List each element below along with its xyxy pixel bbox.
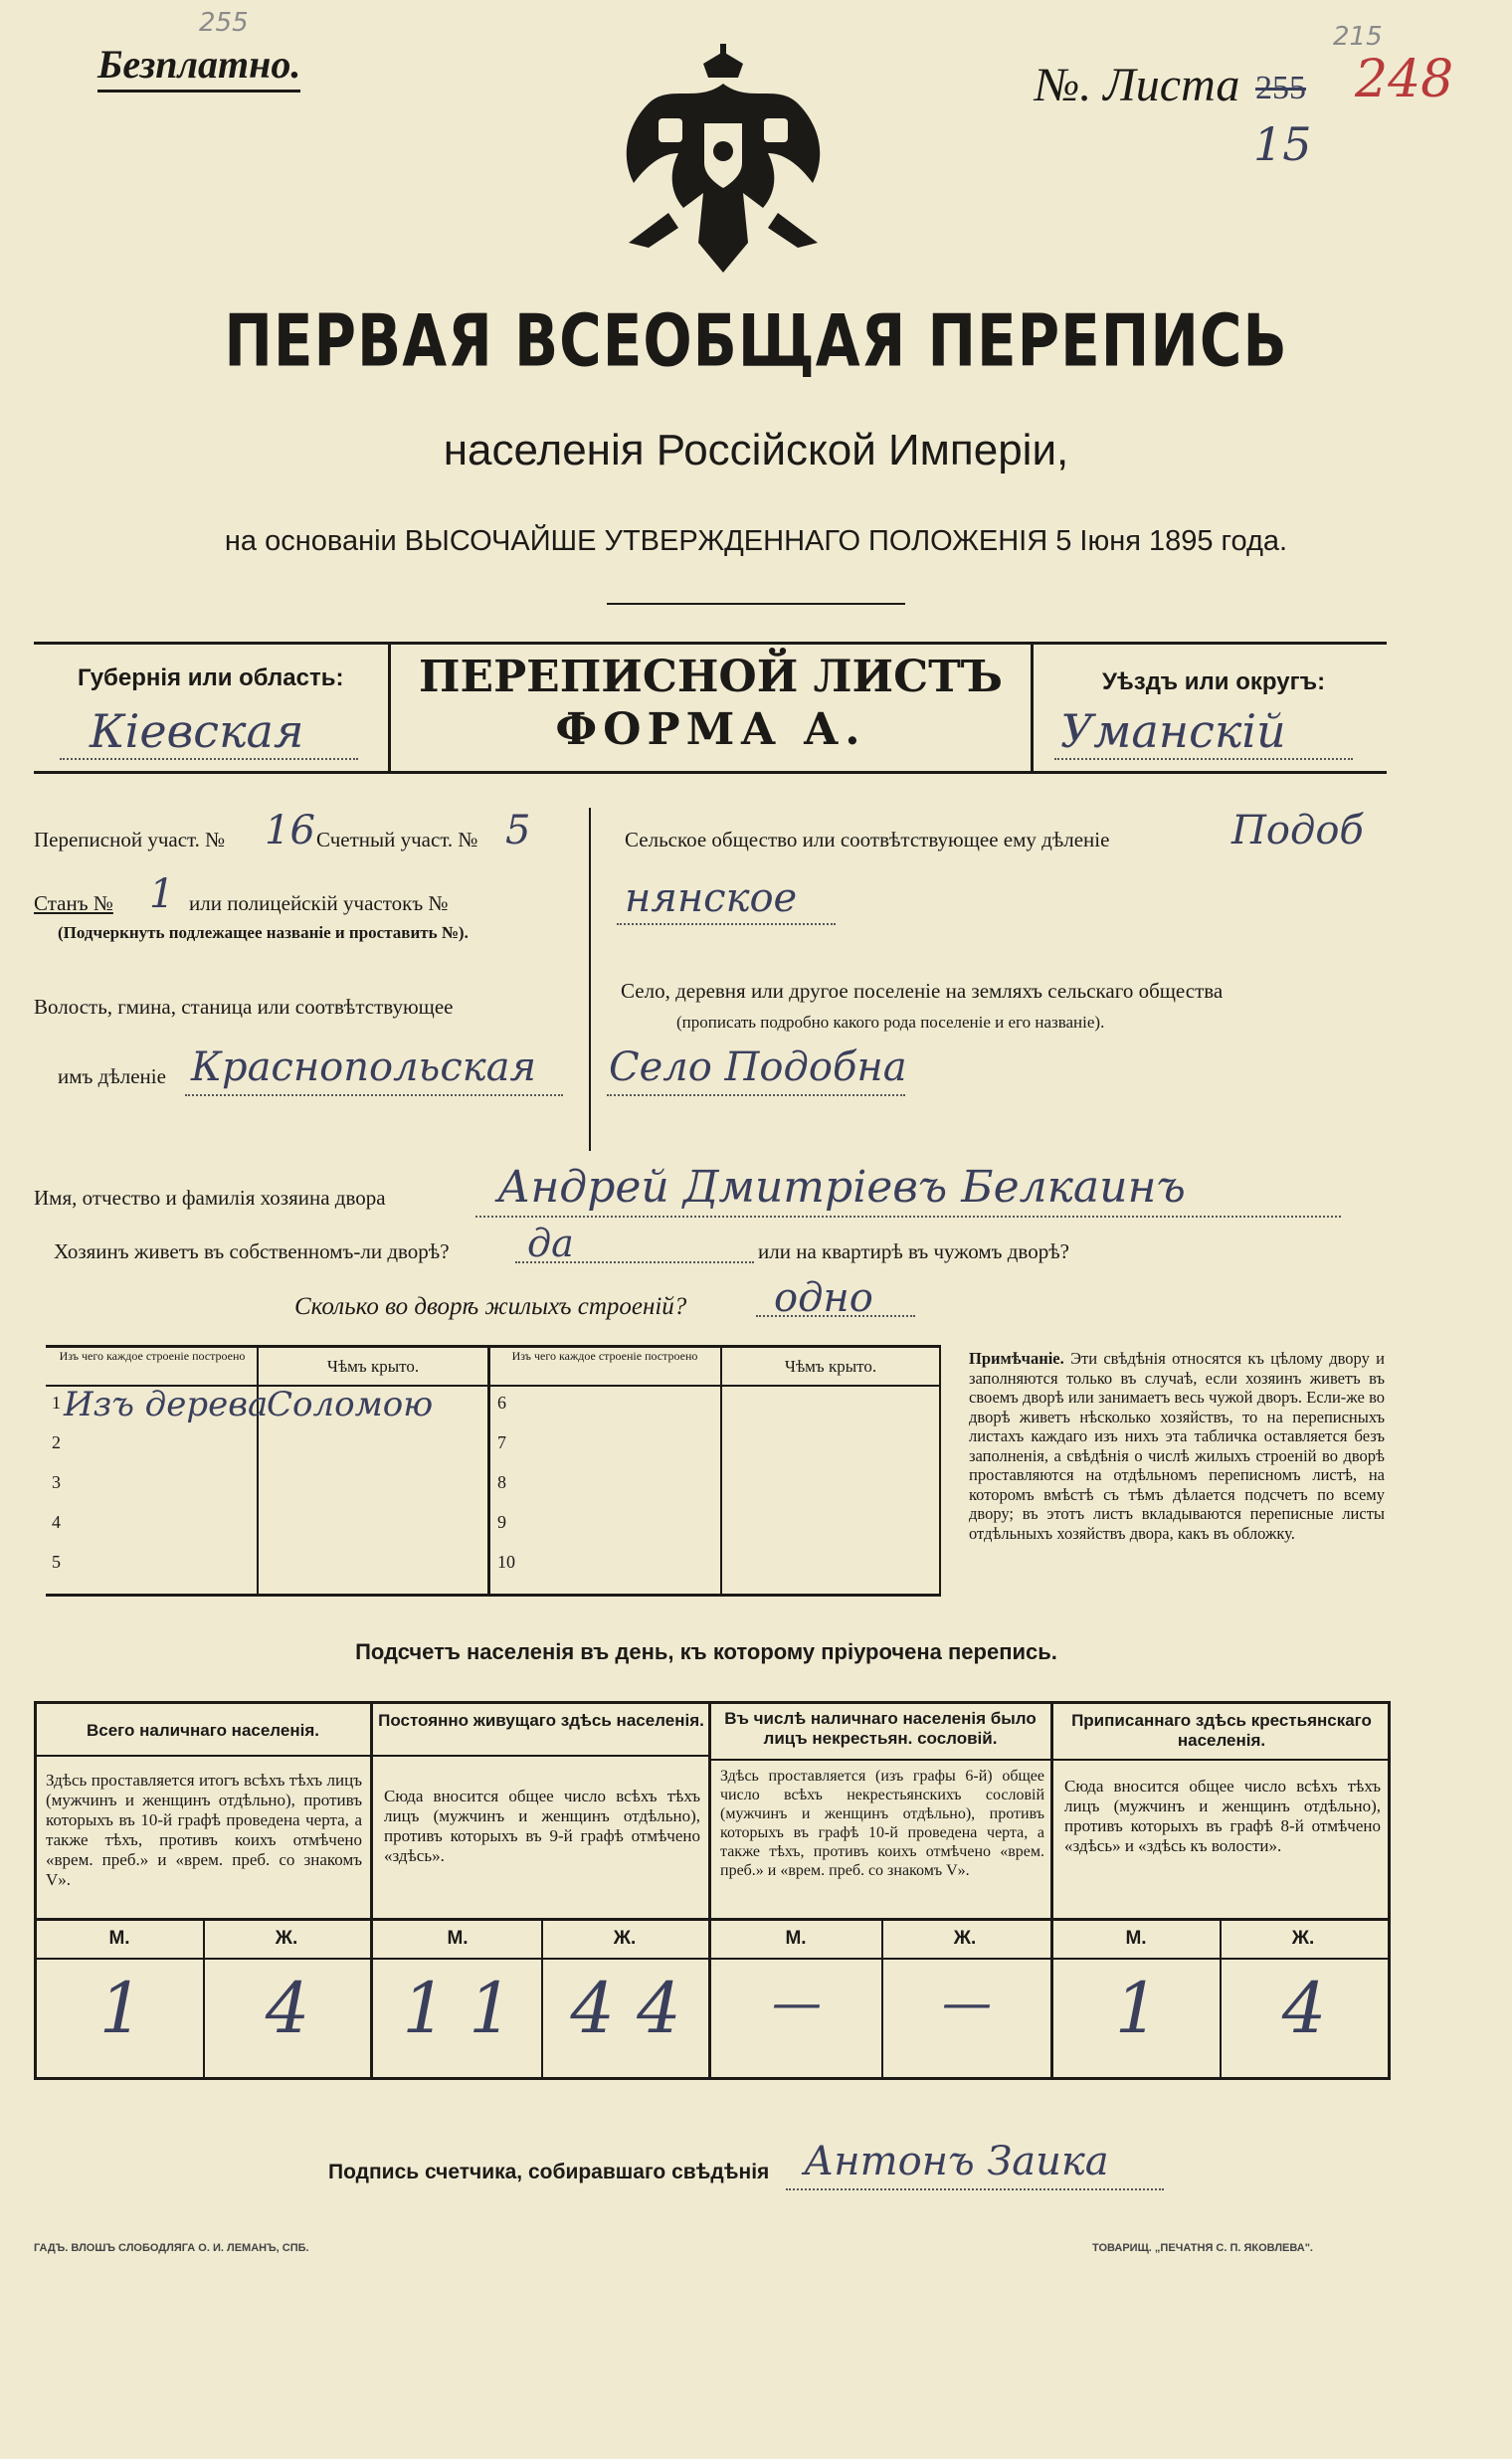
legal-basis: на основаніи ВЫСОЧАЙШЕ УТВЕРЖДЕННАГО ПОЛОЖЕНІЯ 5 Іюня 1895 года. [224, 525, 1288, 557]
rent-label: или на квартирѣ въ чужомъ дворѣ? [758, 1239, 1069, 1263]
schet-value: 5 [505, 808, 531, 853]
sheet-number-red: 248 [1355, 50, 1454, 109]
census-col1-head: Всего наличнаго населенія. [87, 1721, 319, 1740]
row-num: 3 [52, 1472, 61, 1492]
row-num: 8 [497, 1472, 506, 1492]
guberniya-label: Губернія или область: [78, 664, 344, 691]
selo-value: Село Подобна [609, 1044, 907, 1090]
guberniya-value: Кіевская [90, 704, 304, 758]
owner-name-value: Андрей Дмитріевъ Белкаинъ [497, 1162, 1186, 1213]
owner-name-label: Имя, отчество и фамилія хозяина двора [34, 1186, 386, 1210]
uezd-dotline [1054, 758, 1353, 760]
buildings-note [969, 1349, 1385, 1543]
census-col4-m-value: 1 [1114, 1968, 1160, 2049]
buildings-count-dotline [756, 1315, 915, 1317]
col-material-left: Изъ чего каждое строеніе построено [59, 1349, 246, 1363]
census-col2-text: Сюда вносится общее число всѣхъ тѣхъ лицъ (мужчинъ и женщинъ отдѣльно), противъ которыхъ въ 9-й графѣ отмѣчено «здѣсь». [384, 1787, 700, 1865]
box-bottom-rule [34, 771, 1387, 774]
owner-dotline [475, 1216, 1341, 1218]
selo-dotline [607, 1094, 905, 1096]
volost-value: Краснопольская [191, 1044, 536, 1090]
census-col1-m-value: 1 [98, 1968, 144, 2049]
uezd-value: Уманскій [1060, 704, 1286, 758]
census-col3-m-label: М. [785, 1928, 807, 1949]
row-num: 2 [52, 1432, 61, 1452]
census-col1-f-value: 4 [265, 1968, 310, 2049]
census-col4-f-label: Ж. [1291, 1928, 1315, 1949]
schet-label: Счетный участ. № [316, 828, 478, 851]
row-num: 7 [497, 1432, 506, 1452]
census-col3-m-value: — [772, 1974, 822, 2031]
census-col2-m-value: 1 1 [402, 1968, 513, 2049]
selo-label: Село, деревня или другое поселеніе на земляхъ сельскаго общества [621, 979, 1224, 1003]
census-col2-m-label: М. [447, 1928, 469, 1949]
obshestvo-value-1: Подоб [1231, 808, 1364, 853]
census-col4-head: Приписаннаго здѣсь крестьянскаго населенія. [1071, 1711, 1372, 1750]
own-yard-label: Хозяинъ живетъ въ собственномъ-ли дворѣ? [54, 1239, 450, 1263]
row-num: 4 [52, 1512, 61, 1532]
col-material-right: Изъ чего каждое строеніе построено [511, 1349, 698, 1363]
ornament-rule [607, 603, 905, 605]
footer-right: ТОВАРИЩ. „ПЕЧАТНЯ С. П. ЯКОВЛЕВА". [1092, 2242, 1313, 2254]
volost-dotline [185, 1094, 563, 1096]
selo-note: (прописать подробно какого рода поселеніе и его названіе). [676, 1013, 1105, 1032]
own-yard-value: да [527, 1222, 574, 1265]
census-col2-f-value: 4 4 [570, 1968, 681, 2049]
row-num: 5 [52, 1552, 61, 1572]
subtitle: населенія Россійской Имперіи, [443, 426, 1069, 474]
pencil-mark-left: 255 [199, 8, 249, 38]
imperial-eagle-emblem [609, 44, 838, 283]
sheet-number-hand: 15 [1253, 117, 1312, 171]
obshestvo-value-2: нянское [625, 875, 798, 921]
obshestvo-dotline [617, 923, 836, 925]
uchast-value: 16 [265, 808, 315, 853]
row1-material: Изъ дерева [64, 1385, 269, 1424]
volost-label-2: имъ дѣленіе [58, 1064, 166, 1088]
pencil-mark-right: 215 [1333, 22, 1383, 52]
buildings-count-value: одно [774, 1275, 873, 1321]
census-col1-m-label: М. [108, 1928, 130, 1949]
form-title: ПЕРЕПИСНОЙ ЛИСТЪ [419, 652, 1003, 702]
uezd-label: Уѣздъ или округъ: [1102, 668, 1326, 695]
census-col3-f-label: Ж. [953, 1928, 977, 1949]
census-col1-text: Здѣсь проставляется итогъ всѣхъ тѣхъ лицъ (мужчинъ и женщинъ отдѣльно), противъ которыхъ въ 10-й графѣ проведена черта, а также тѣхъ, противъ коихъ отмѣчено «врем. преб.» и «врем. преб. со знакомъ V». [46, 1771, 362, 1889]
col-roof-left: Чѣмъ крыто. [326, 1357, 420, 1376]
row-num: 10 [497, 1552, 515, 1572]
signature-label: Подпись счетчика, собиравшаго свѣдѣнія [328, 2161, 770, 2183]
middle-divider [589, 808, 591, 1151]
census-col3-head: Въ числѣ наличнаго населенія было лицъ некрестьян. сословій. [724, 1709, 1037, 1748]
stan-note: (Подчеркнуть подлежащее названіе и проставить №). [58, 923, 469, 942]
own-yard-dotline [515, 1261, 754, 1263]
census-col4-f-value: 4 [1281, 1968, 1327, 2049]
guberniya-dotline [60, 758, 358, 760]
row-num: 6 [497, 1393, 506, 1413]
census-col4-m-label: М. [1125, 1928, 1147, 1949]
obshestvo-label: Сельское общество или соотвѣтствующее ему дѣленіе [625, 828, 1110, 851]
note-text: Эти свѣдѣнія относятся къ цѣлому двору и заполняются только въ случаѣ, если хозяинъ живетъ въ своемъ дворѣ или занимаетъ весь чужой дворъ. Если-же во дворѣ живетъ нѣсколько хозяйствъ, то на переписныхъ листахъ каждаго изъ нихъ эта табличка оставляется безъ заполненія, а свѣдѣнія о числѣ жилыхъ строеній во дворѣ проставляются на отдѣльномъ переписномъ листѣ, на которомъ вмѣстѣ съ тѣмъ дѣлается подсчетъ по всему двору; въ этотъ листъ вкладываются переписные листы отдѣльныхъ хозяйствъ двора, какъ въ обложку. [969, 1349, 1385, 1543]
census-title: Подсчетъ населенія въ день, къ которому пріурочена перепись. [355, 1639, 1057, 1664]
form-subtitle: ФОРМА А. [555, 704, 866, 755]
census-col1-f-label: Ж. [275, 1928, 298, 1949]
box-divider-right [1031, 642, 1034, 774]
census-col2-head: Постоянно живущаго здѣсь населенія. [378, 1711, 704, 1730]
free-stamp: Безплатно. [97, 40, 300, 93]
box-top-rule [34, 642, 1387, 645]
census-col2-f-label: Ж. [613, 1928, 637, 1949]
col-roof-right: Чѣмъ крыто. [784, 1357, 877, 1376]
census-col4-text: Сюда вносится общее число всѣхъ тѣхъ лицъ (мужчинъ и женщинъ отдѣльно), противъ которыхъ въ графѣ 8-й отмѣчено «здѣсь» и «здѣсь къ волости». [1064, 1777, 1381, 1855]
stan-label: Станъ № [34, 891, 113, 915]
police-label: или полицейскій участокъ № [189, 891, 449, 915]
uchast-label: Переписной участ. № [34, 828, 226, 851]
main-title: ПЕРВАЯ ВСЕОБЩАЯ ПЕРЕПИСЬ [224, 298, 1288, 383]
buildings-count-label: Сколько во дворѣ жилыхъ строеній? [294, 1293, 687, 1320]
row-num: 1 [52, 1393, 61, 1413]
census-col3-text: Здѣсь проставляется (изъ графы 6-й) общее число всѣхъ некрестьянскихъ сословій (мужчинъ и женщинъ отдѣльно), противъ которыхъ въ графѣ 10-й проведена черта, а также тѣхъ, противъ коихъ отмѣчено «врем. преб.» и «врем. преб. со знакомъ V». [720, 1768, 1044, 1879]
signature-dotline [786, 2188, 1164, 2190]
sheet-number-old: 255 [1255, 70, 1306, 106]
footer-left: ГАДЪ. ВЛОШЪ СЛОБОДЛЯГА О. И. ЛЕМАНЪ, СПБ. [34, 2242, 309, 2254]
sheet-number-label: №. Листа [1035, 59, 1240, 111]
volost-label: Волость, гмина, станица или соотвѣтствующее [34, 995, 454, 1019]
census-col3-f-value: — [942, 1974, 992, 2031]
signature-value: Антонъ Заика [804, 2139, 1109, 2184]
row-num: 9 [497, 1512, 506, 1532]
row1-roof: Соломою [267, 1385, 434, 1424]
stan-value: 1 [149, 871, 175, 917]
note-title: Примѣчаніе. [969, 1349, 1064, 1368]
